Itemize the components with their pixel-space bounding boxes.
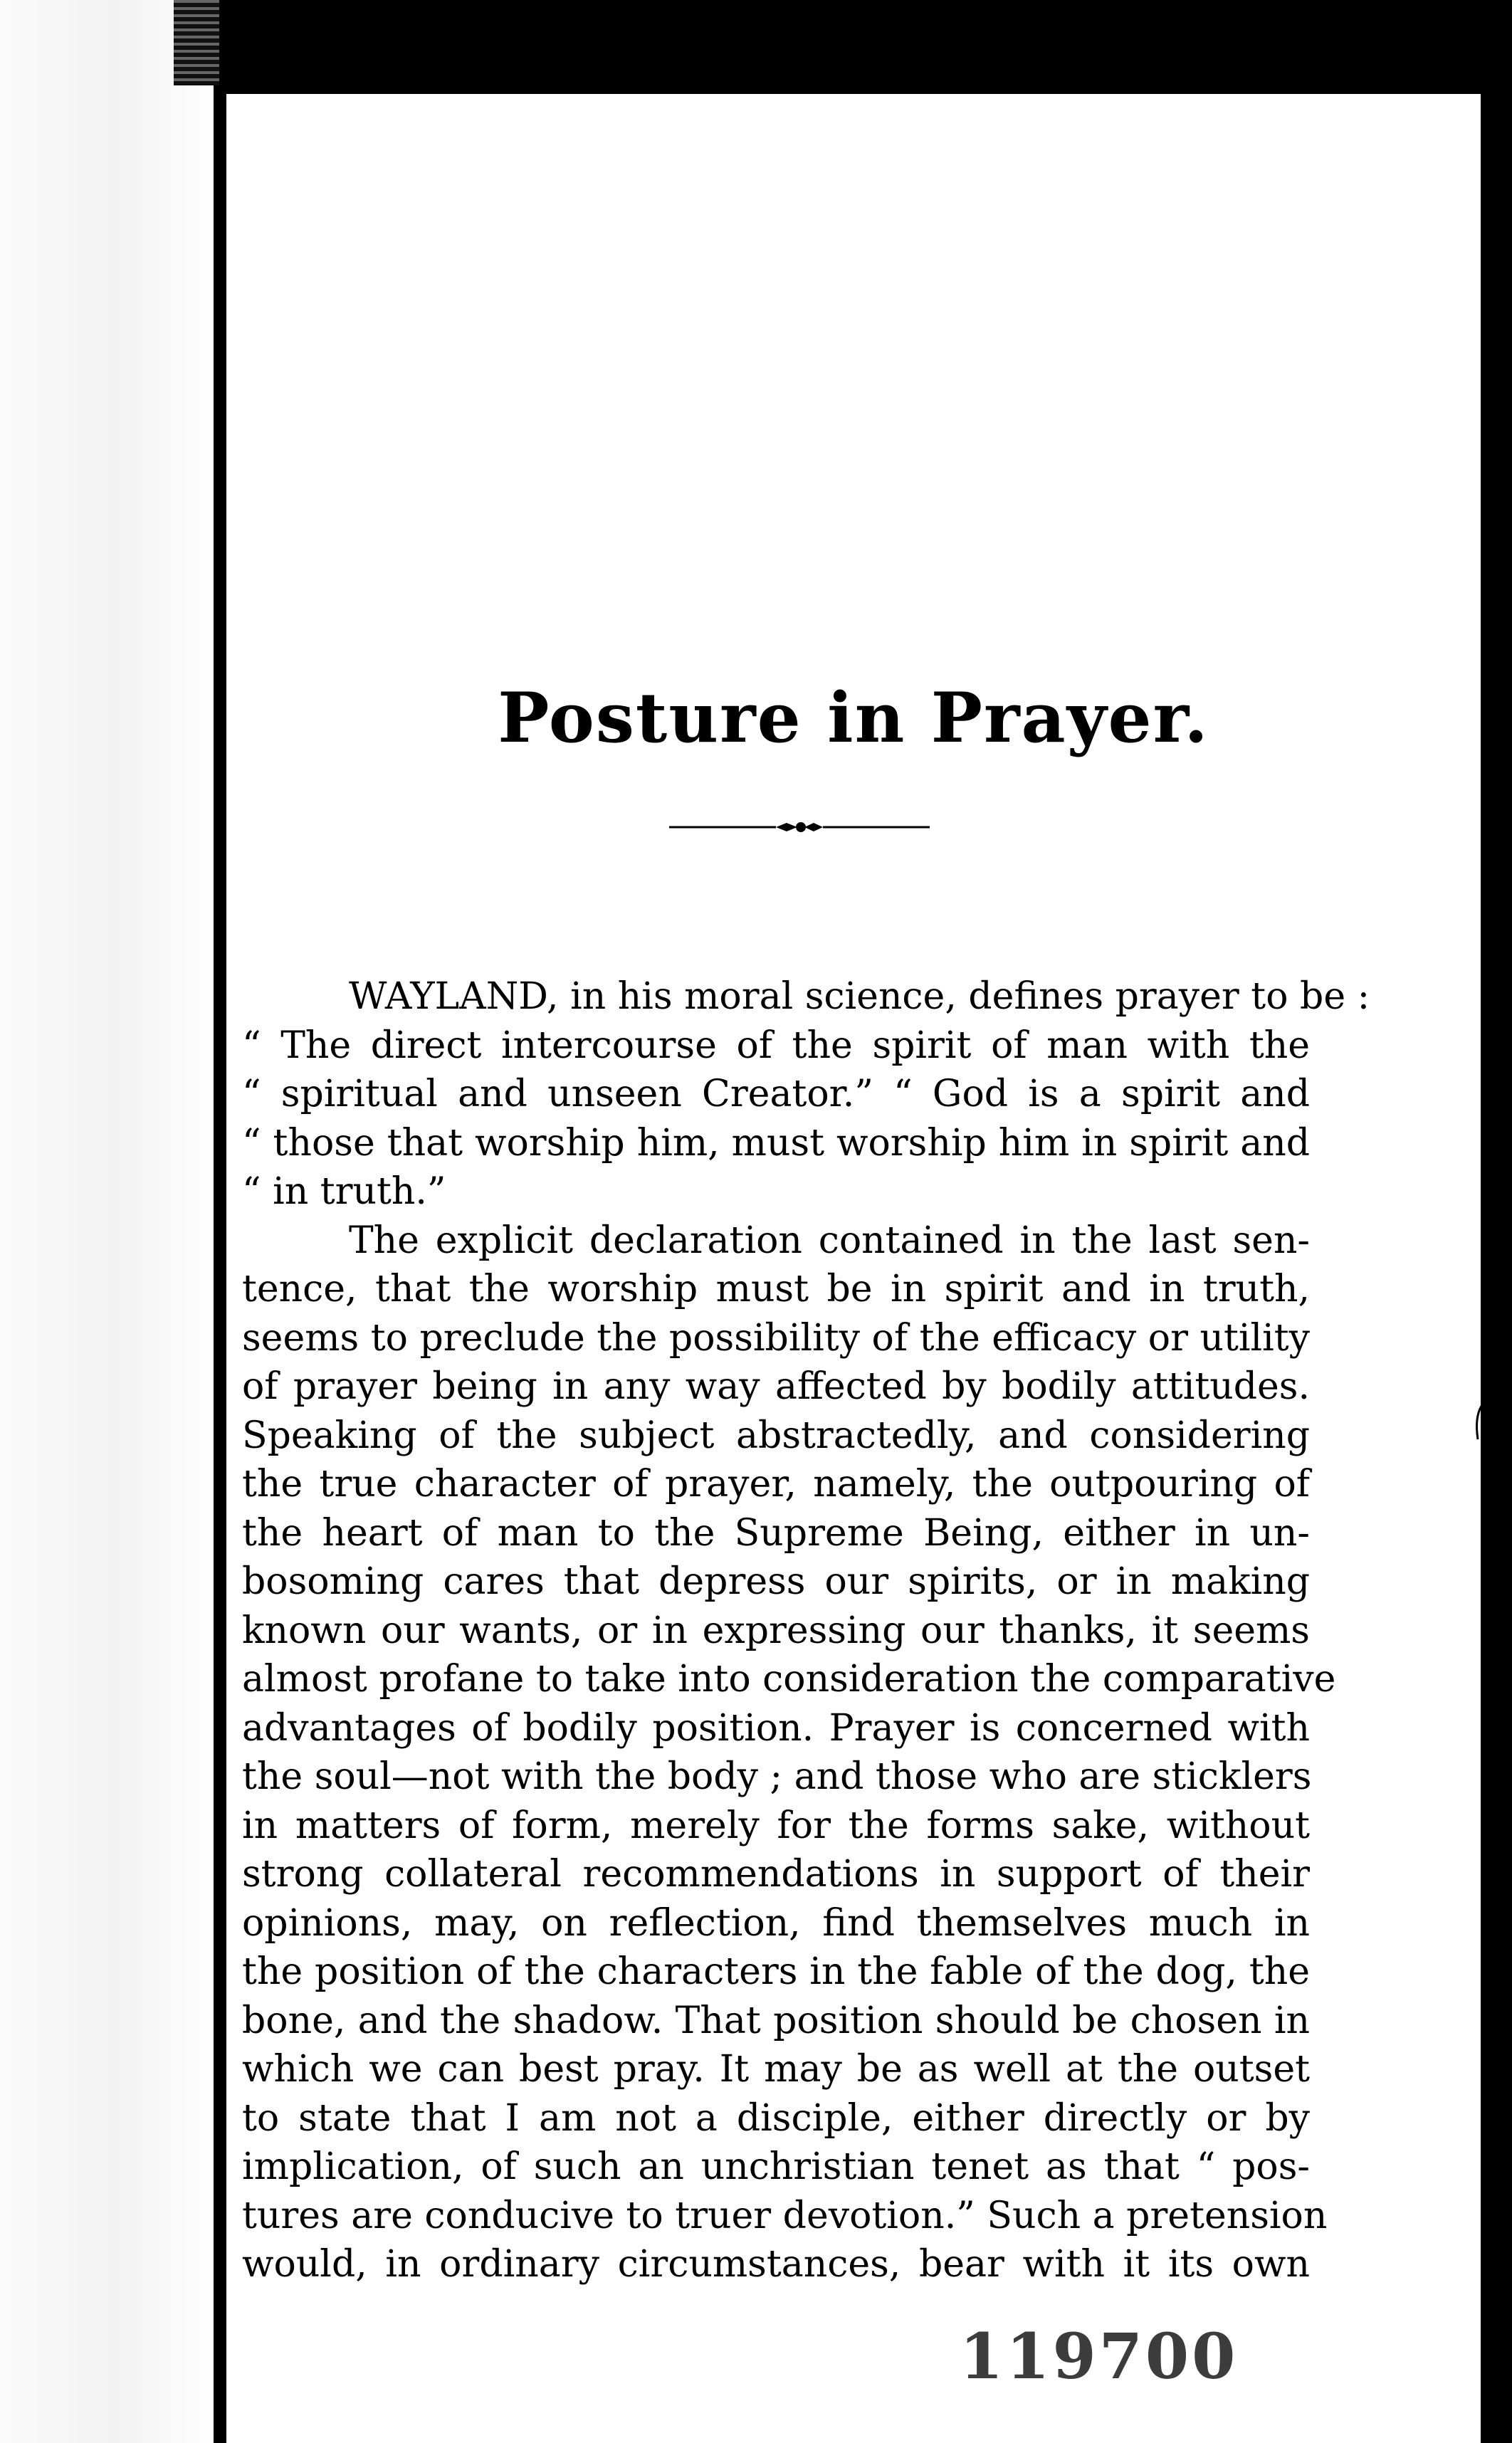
title-divider-ornament bbox=[669, 816, 930, 838]
text-line: tures are conducive to truer devotion.” Such a pretension bbox=[242, 2194, 1328, 2237]
text-line: “ in truth.” bbox=[242, 1170, 446, 1213]
text-line: Speaking of the subject abstractedly, and considering bbox=[242, 1414, 1310, 1457]
text-line: bone, and the shadow. That position should be chosen in bbox=[242, 1999, 1310, 2042]
text-line: implication, of such an unchristian tenet as that “ pos- bbox=[242, 2145, 1310, 2188]
binding-edge-mark bbox=[174, 0, 219, 85]
catalog-number-stamp: 119700 bbox=[960, 2319, 1239, 2393]
text-line: tence, that the worship must be in spirit and in truth, bbox=[242, 1268, 1310, 1310]
text-line: advantages of bodily position. Prayer is concerned with bbox=[242, 1706, 1310, 1750]
text-line: the position of the characters in the fable of the dog, the bbox=[242, 1950, 1310, 1993]
text-line: known our wants, or in expressing our thanks, it seems bbox=[242, 1609, 1310, 1652]
document-title: Posture in Prayer. bbox=[498, 678, 1209, 758]
text-line: “ those that worship him, must worship him in spirit and bbox=[242, 1121, 1310, 1165]
previous-page-edge bbox=[0, 0, 214, 2443]
text-line: strong collateral recommendations in support of their bbox=[242, 1853, 1310, 1896]
margin-scan-mark bbox=[1468, 1389, 1508, 1446]
text-line: bosoming cares that depress our spirits, or in making bbox=[242, 1560, 1310, 1603]
text-line: of prayer being in any way affected by bodily attitudes. bbox=[242, 1365, 1310, 1408]
text-line: The explicit declaration contained in the last sen- bbox=[349, 1219, 1310, 1262]
text-line: the soul—not with the body ; and those who are sticklers bbox=[242, 1755, 1312, 1798]
text-line: in matters of form, merely for the forms sake, without bbox=[242, 1804, 1310, 1847]
text-line: to state that I am not a disciple, either directly or by bbox=[242, 2096, 1310, 2140]
document-page bbox=[226, 94, 1481, 2443]
text-line: which we can best pray. It may be as well at the outset bbox=[242, 2048, 1310, 2091]
text-line: the heart of man to the Supreme Being, either in un- bbox=[242, 1511, 1310, 1555]
text-line: would, in ordinary circumstances, bear with it its own bbox=[242, 2243, 1310, 2286]
body-text bbox=[242, 972, 1370, 2289]
text-line: the true character of prayer, namely, the outpouring of bbox=[242, 1463, 1310, 1506]
text-line: “ spiritual and unseen Creator.” “ God is a spirit and bbox=[242, 1073, 1310, 1115]
paragraph-1 bbox=[242, 972, 1370, 1217]
text-line: opinions, may, on reflection, find themselves much in bbox=[242, 1901, 1310, 1945]
text-line: seems to preclude the possibility of the efficacy or utility bbox=[242, 1316, 1311, 1360]
paragraph-2 bbox=[242, 1217, 1336, 2289]
text-line: “ The direct intercourse of the spirit of man with the bbox=[242, 1024, 1310, 1067]
text-line: almost profane to take into consideration the comparative bbox=[242, 1658, 1336, 1701]
text-line: WAYLAND, in his moral science, defines prayer to be : bbox=[349, 975, 1370, 1018]
